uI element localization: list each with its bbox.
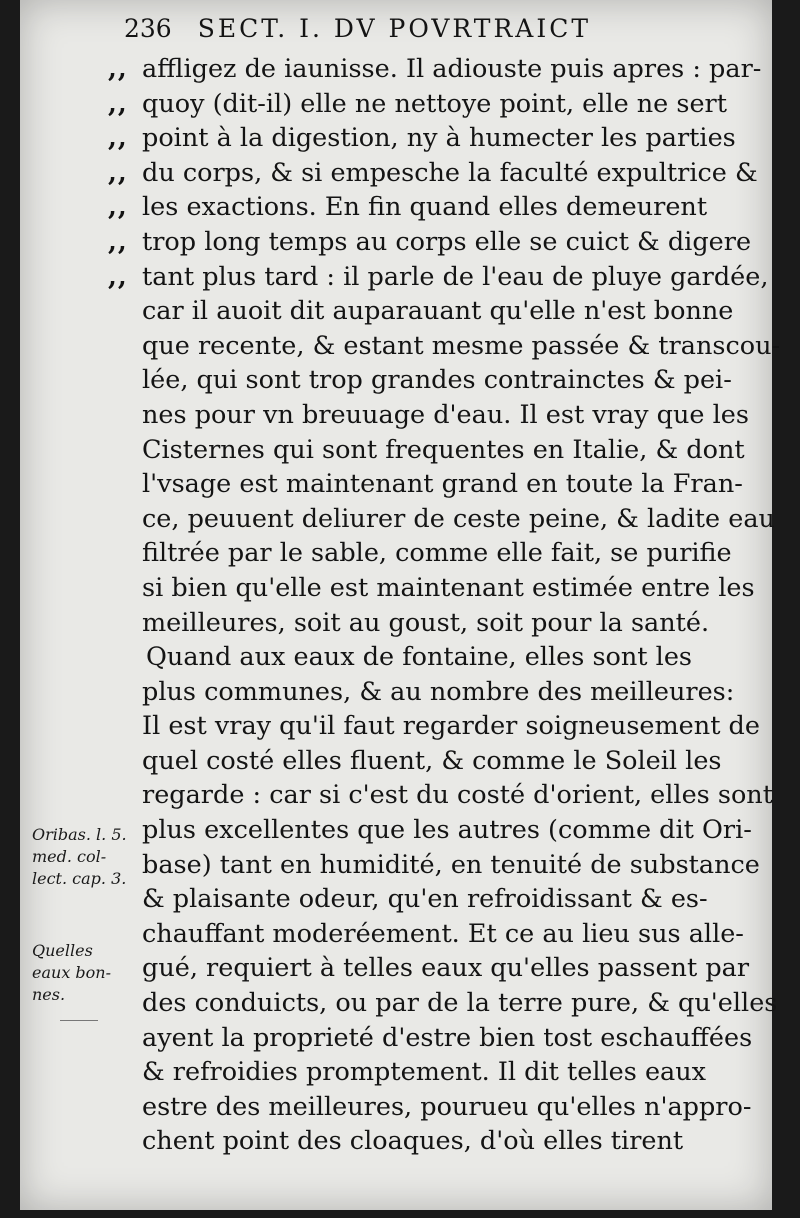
- line-text: des conduicts, ou par de la terre pure, & qu'elles: [142, 988, 778, 1019]
- text-line: [108, 190, 768, 225]
- quotation-mark: ,,: [108, 226, 128, 257]
- text-line: [108, 433, 768, 468]
- text-line: [108, 329, 781, 364]
- line-text: & plaisante odeur, qu'en refroidissant & es-: [142, 884, 708, 915]
- text-line: [108, 121, 768, 156]
- text-line: [108, 606, 768, 641]
- text-line: [108, 848, 768, 883]
- line-text: quoy (dit-il) elle ne nettoye point, elle ne sert: [142, 88, 727, 119]
- line-text: point à la digestion, ny à humecter les parties: [142, 123, 736, 154]
- page-number: 236: [124, 14, 172, 43]
- line-text: tant plus tard : il parle de l'eau de pluye gardée,: [142, 261, 769, 292]
- line-text: chauffant moderéement. Et ce au lieu sus alle-: [142, 918, 744, 949]
- line-text: base) tant en humidité, en tenuité de substance: [142, 849, 760, 880]
- line-text: Cisternes qui sont frequentes en Italie, & dont: [142, 434, 745, 465]
- quotation-mark: ,,: [108, 192, 128, 223]
- margin-note-line: Oribas. l. 5.: [32, 825, 127, 844]
- line-text: ayent la proprieté d'estre bien tost eschauffées: [142, 1022, 753, 1053]
- line-text: filtrée par le sable, comme elle fait, se purifie: [142, 538, 732, 569]
- text-line: [108, 813, 768, 848]
- text-line: [108, 675, 768, 710]
- text-line: [108, 467, 768, 502]
- line-text: lée, qui sont trop grandes contrainctes & pei-: [142, 365, 732, 396]
- text-line: [108, 917, 768, 952]
- text-line: [108, 502, 775, 537]
- margin-note-line: lect. cap. 3.: [32, 869, 127, 888]
- quotation-mark: ,,: [108, 157, 128, 188]
- line-text: plus communes, & au nombre des meilleures:: [142, 676, 735, 707]
- line-text: l'vsage est maintenant grand en toute la Fran-: [142, 469, 743, 500]
- text-line: [108, 882, 768, 917]
- text-line: [108, 951, 768, 986]
- line-text: Il est vray qu'il faut regarder soigneusement de: [142, 711, 760, 742]
- text-line: [108, 52, 768, 87]
- text-line: [108, 363, 768, 398]
- text-line: [108, 294, 768, 329]
- line-text: plus excellentes que les autres (comme dit Ori-: [142, 815, 752, 846]
- line-text: ce, peuuent deliurer de ceste peine, & ladite eau: [142, 503, 775, 534]
- margin-note-line: eaux bon-: [32, 963, 112, 982]
- running-header: [124, 14, 591, 43]
- line-text: les exactions. En fin quand elles demeurent: [142, 192, 708, 223]
- text-line: [108, 571, 768, 606]
- text-line: [108, 225, 768, 260]
- text-line: [108, 1055, 768, 1090]
- margin-note-oribasius: [32, 824, 127, 890]
- margin-note-line: Quelles: [32, 941, 93, 960]
- text-line: [108, 87, 768, 122]
- text-line: [108, 536, 768, 571]
- margin-note-line: med. col-: [32, 847, 107, 866]
- line-text: chent point des cloaques, d'où elles tirent: [142, 1126, 684, 1157]
- line-text: trop long temps au corps elle se cuict & digere: [142, 226, 752, 257]
- line-text: estre des meilleures, pourueu qu'elles n'appro-: [142, 1091, 752, 1122]
- quotation-mark: ,,: [108, 123, 128, 154]
- running-title: SECT. I. DV POVRTRAICT: [197, 14, 592, 43]
- margin-rule: [60, 1020, 98, 1021]
- line-text: nes pour vn breuuage d'eau. Il est vray que les: [142, 399, 749, 430]
- line-text: & refroidies promptement. Il dit telles eaux: [142, 1057, 707, 1088]
- body-text: [108, 52, 781, 1159]
- quotation-mark: ,,: [108, 261, 128, 292]
- line-text: regarde : car si c'est du costé d'orient, elles sont: [142, 780, 773, 811]
- line-text: que recente, & estant mesme passée & transcou-: [142, 330, 781, 361]
- text-line: [108, 260, 768, 295]
- text-line: [108, 986, 778, 1021]
- quotation-mark: ,,: [108, 88, 128, 119]
- line-text: du corps, & si empesche la faculté expultrice &: [142, 157, 758, 188]
- line-text: affligez de iaunisse. Il adiouste puis apres : par-: [142, 54, 762, 84]
- line-text: gué, requiert à telles eaux qu'elles passent par: [142, 953, 750, 984]
- text-line: [108, 778, 773, 813]
- text-line: [108, 640, 768, 675]
- line-text: si bien qu'elle est maintenant estimée entre les: [142, 572, 755, 603]
- text-line: [108, 1090, 768, 1125]
- quotation-mark: ,,: [108, 54, 128, 84]
- line-text: meilleures, soit au goust, soit pour la santé.: [142, 607, 710, 638]
- text-line: [108, 1124, 768, 1159]
- text-line: [108, 709, 768, 744]
- text-line: [108, 1021, 768, 1056]
- text-line: [108, 156, 768, 191]
- book-page: [20, 0, 781, 1210]
- margin-note-quelles-eaux: [32, 940, 111, 1006]
- text-line: [108, 744, 768, 779]
- line-text: car il auoit dit auparauant qu'elle n'est bonne: [142, 296, 734, 327]
- line-text: Quand aux eaux de fontaine, elles sont les: [146, 642, 692, 673]
- text-line: [108, 398, 768, 433]
- margin-note-line: nes.: [32, 985, 66, 1004]
- line-text: quel costé elles fluent, & comme le Soleil les: [142, 745, 722, 776]
